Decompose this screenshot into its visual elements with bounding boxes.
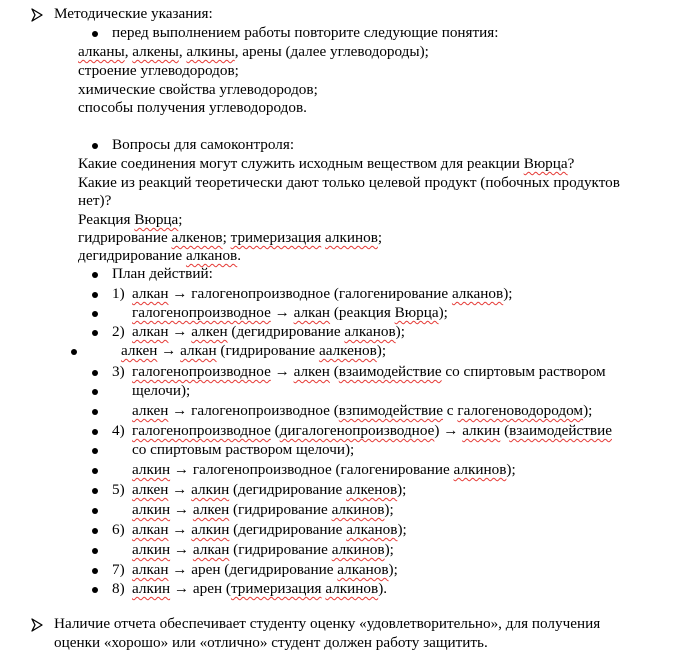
reaction-line: галогенопроизводное (дигалогенопроизводное) → алкин (взаимодействие [132,422,612,439]
answer-3: дегидрирование алканов. [78,247,242,264]
concept-line: способы получения углеводородов. [78,99,307,116]
bullet-icon [92,568,98,574]
reaction-number: 2) [112,323,125,340]
reaction-number: 4) [112,422,125,439]
reaction-line: алкан → галогенопроизводное (галогенирование алканов); [132,285,513,302]
reaction-line: алкен → алкин (дегидрирование алкенов); [132,481,407,498]
reaction-line: алкин → алкен (гидрирование алкинов); [132,501,394,518]
report-note-line1: Наличие отчета обеспечивает студенту оценку «удовлетворительно», для получения [54,615,601,632]
question-2-line2: нет)? [78,192,112,209]
bullet-icon [92,143,98,149]
bullet-icon [92,292,98,298]
bullet-icon [92,548,98,554]
bullet-icon [92,272,98,278]
bullet-icon [92,311,98,317]
bullet-icon [92,468,98,474]
answer-2: гидрирование алкенов; тримеризация алкинов; [78,229,383,246]
reaction-line-cont: со спиртовым раствором щелочи); [132,441,355,458]
arrow-bullet-icon [30,618,44,632]
bullet-icon [92,370,98,376]
reaction-number: 3) [112,363,125,380]
reaction-line: алкен → галогенопроизводное (взпимодействие с галогеноводородом); [132,402,593,419]
reaction-number: 8) [112,580,125,597]
question-1: Какие соединения могут служить исходным веществом для реакции Вюрца? [78,155,575,172]
reaction-line: алкин → галогенопроизводное (галогенирование алкинов); [132,461,516,478]
bullet-icon [92,587,98,593]
reaction-line: алкан → алкен (дегидрирование алканов); [132,323,405,340]
plan-heading: План действий: [112,265,213,282]
concept-line: химические свойства углеводородов; [78,81,318,98]
questions-heading: Вопросы для самоконтроля: [112,136,295,153]
arrow-bullet-icon [30,8,44,22]
bullet-icon [92,409,98,415]
bullet-icon [92,508,98,514]
bullet-icon [92,488,98,494]
concept-line: строение углеводородов; [78,62,239,79]
bullet-icon [92,389,98,395]
bullet-icon [92,429,98,435]
reaction-line: алкан → алкин (дегидрирование алканов); [132,521,407,538]
reaction-number: 1) [112,285,125,302]
bullet-icon [92,330,98,336]
reaction-number: 6) [112,521,125,538]
reaction-line: алкин → арен (тримеризация алкинов). [132,580,388,597]
section-title: Методические указания: [54,5,213,22]
concepts-line: алканы, алкены, алкины, арены (далее углеводороды); [78,43,429,60]
question-2-line1: Какие из реакций теоретически дают только целевой продукт (побочных продуктов [78,174,620,191]
reaction-line: галогенопроизводное → алкан (реакция Вюрца); [132,304,448,321]
bullet-icon [71,349,77,355]
bullet-icon [92,31,98,37]
intro-line: перед выполнением работы повторите следующие понятия: [112,24,499,41]
bullet-icon [92,448,98,454]
reaction-line: алкан → арен (дегидрирование алканов); [132,561,398,578]
bullet-icon [92,528,98,534]
reaction-line: алкен → алкан (гидрирование аалкенов); [121,342,387,359]
answer-1: Реакция Вюрца; [78,211,183,228]
reaction-number: 7) [112,561,125,578]
reaction-line: алкин → алкан (гидрирование алкинов); [132,541,394,558]
report-note-line2: оценки «хорошо» или «отлично» студент должен работу защитить. [54,634,488,651]
reaction-number: 5) [112,481,125,498]
reaction-line: галогенопроизводное → алкен (взаимодействие со спиртовым раствором [132,363,606,380]
reaction-line-cont: щелочи); [132,382,191,399]
